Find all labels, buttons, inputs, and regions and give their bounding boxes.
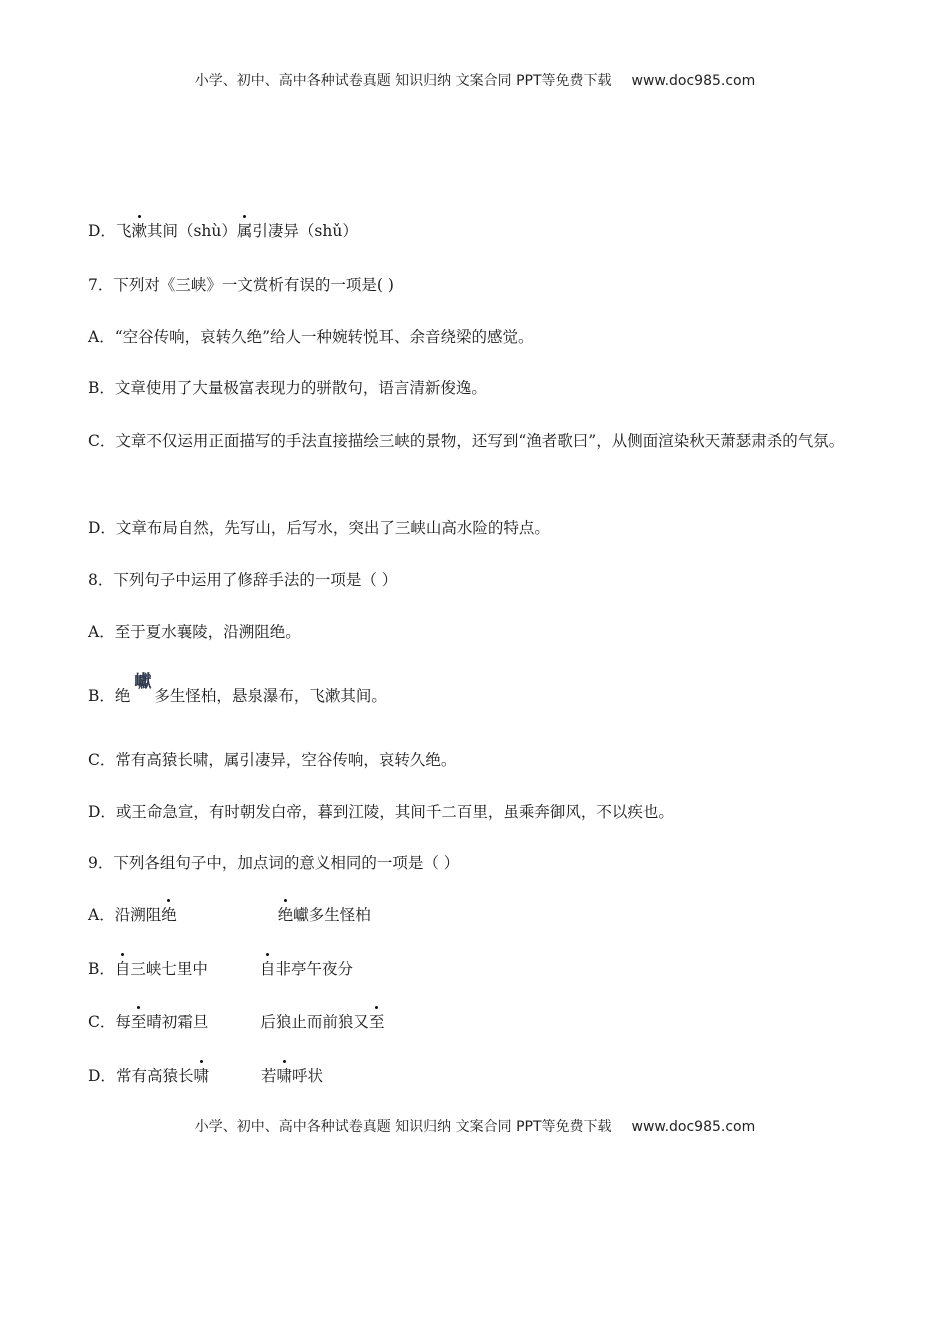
- emphasis-dot-char: 啸: [193, 1067, 209, 1085]
- q8-option-a: A．至于夏水襄陵，沿溯阻绝。: [88, 623, 301, 641]
- q8-option-b: B．绝巘多生怪柏，悬泉瀑布，飞漱其间。: [88, 672, 387, 705]
- banner-text: 小学、初中、高中各种试卷真题 知识归纳 文案合同 PPT等免费下载: [194, 73, 612, 89]
- banner-url: www.doc985.com: [631, 73, 756, 89]
- emphasis-dot-char: 自: [114, 960, 131, 978]
- emphasis-dot-char: 绝: [161, 906, 177, 924]
- q8-option-c: C．常有高猿长啸，属引凄异，空谷传响，哀转久绝。: [88, 751, 457, 769]
- q9-option-d: D．常有高猿长啸 若啸呼状: [88, 1067, 324, 1085]
- q9-option-c: C．每至晴初霜旦 后狼止而前狼又至: [88, 1013, 385, 1031]
- emphasis-dot-char: 至: [130, 1013, 147, 1031]
- q7-option-b: B．文章使用了大量极富表现力的骈散句，语言清新俊逸。: [88, 379, 487, 397]
- header-banner: [0, 70, 950, 90]
- emphasis-dot-char: 啸: [276, 1067, 292, 1085]
- q9-option-a: A．沿溯阻绝 绝巘多生怪柏: [88, 906, 371, 924]
- banner-url: www.doc985.com: [631, 1119, 756, 1135]
- emphasis-dot-char: 绝: [277, 906, 294, 924]
- banner-text: 小学、初中、高中各种试卷真题 知识归纳 文案合同 PPT等免费下载: [194, 1119, 612, 1135]
- q7-option-c: C．文章不仅运用正面描写的手法直接描绘三峡的景物，还写到“渔者歌曰”，从侧面渲染秋天萧瑟肃杀的气氛。: [88, 432, 845, 450]
- q8-option-d: D．或王命急宣，有时朝发白帝，暮到江陵，其间千二百里，虽乘奔御风，不以疾也。: [88, 803, 674, 821]
- q7-option-a: A．“空谷传响，哀转久绝”给人一种婉转悦耳、余音绕梁的感觉。: [88, 328, 534, 346]
- emphasis-dot-char: 自: [259, 960, 276, 978]
- q7-option-d: D．文章布局自然，先写山，后写水，突出了三峡山高水险的特点。: [88, 519, 550, 537]
- q7-stem: 7．下列对《三峡》一文赏析有误的一项是( ): [88, 276, 394, 294]
- emphasis-dot-char: 漱: [131, 222, 147, 240]
- inline-character-image: 巘: [134, 672, 151, 692]
- emphasis-dot-char: 至: [368, 1013, 385, 1031]
- q9-option-b: B．自三峡七里中 自非亭午夜分: [88, 960, 353, 978]
- q8-stem: 8．下列句子中运用了修辞手法的一项是（ ）: [88, 571, 398, 589]
- footer-banner: [0, 1116, 950, 1136]
- q6-option-d: D．飞漱其间（shù）属引凄异（shǔ）: [88, 222, 358, 240]
- q9-stem: 9．下列各组句子中，加点词的意义相同的一项是（ ）: [88, 854, 460, 872]
- emphasis-dot-char: 属: [236, 222, 253, 240]
